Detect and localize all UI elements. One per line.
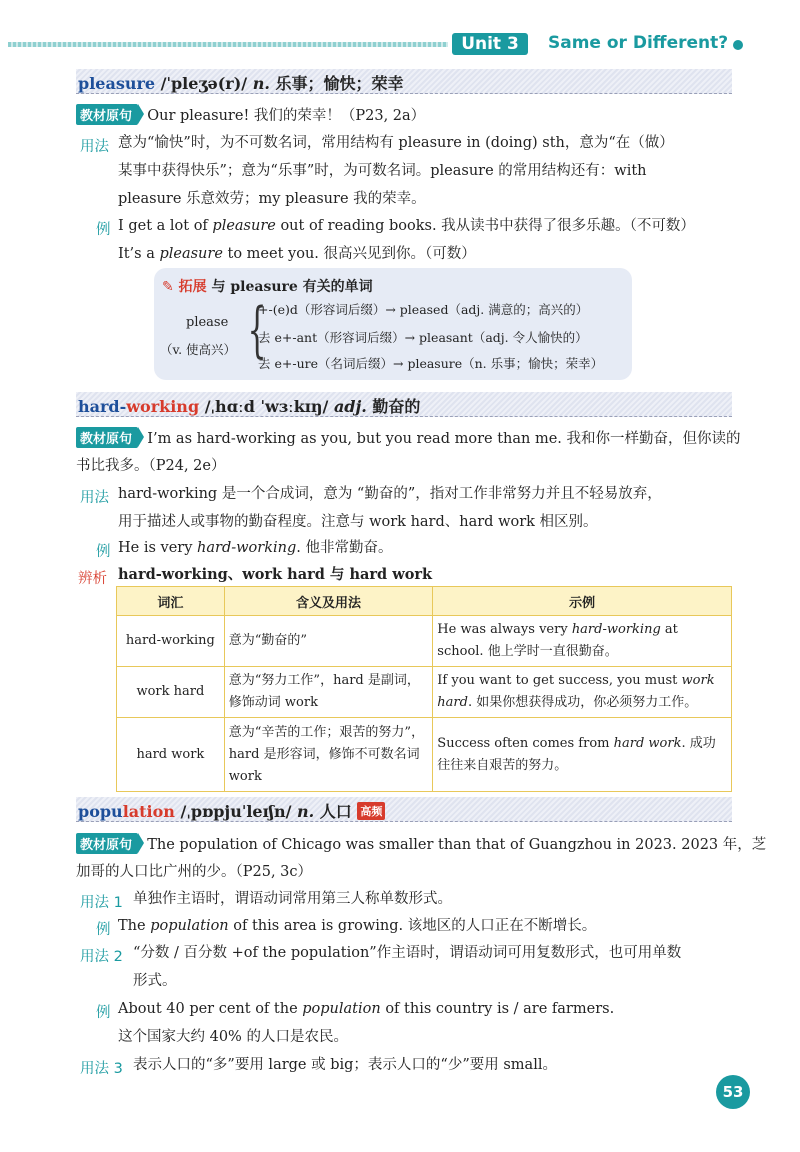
source-sentence-cont: 书比我多。（P24, 2e） [76, 458, 226, 474]
header-dot [733, 40, 743, 50]
usage-line: 用于描述人或事物的勤奋程度。注意与 work hard、hard work 相区别。 [118, 514, 598, 530]
source-tag: 教材原句 [76, 427, 138, 448]
page-number: 53 [716, 1075, 750, 1109]
example-label: 例 [96, 922, 111, 938]
usage-label: 用法 [80, 139, 109, 155]
part-of-speech: n. [297, 802, 315, 821]
headword-stress: lation [122, 802, 175, 821]
usage-label: 用法 3 [80, 1061, 123, 1077]
table-header: 含义及用法 [224, 587, 433, 616]
analysis-title: hard-working、work hard 与 hard work [118, 566, 433, 583]
word-banner-hardworking [76, 392, 732, 417]
table-header: 词汇 [117, 587, 225, 616]
word-banner-pleasure [76, 69, 732, 94]
derivation-row: 去 e+-ant（形容词后缀）→ pleasant（adj. 令人愉快的） [258, 330, 588, 345]
usage-line: hard-working 是一个合成词，意为 “勤奋的”，指对工作非常努力并且不轻易放弃， [118, 486, 662, 502]
expand-label: ✎ 拓展 [162, 279, 207, 295]
root-word: please [186, 315, 229, 330]
unit-badge: Unit 3 [452, 33, 528, 55]
example-label: 例 [96, 222, 111, 238]
example-translation: 这个国家大约 40% 的人口是农民。 [118, 1029, 348, 1045]
source-tag: 教材原句 [76, 833, 138, 854]
example-label: 例 [96, 1005, 111, 1021]
usage-line: pleasure 乐意效劳；my pleasure 我的荣幸。 [118, 191, 426, 207]
meaning: 勤奋的 [366, 397, 421, 416]
table-header: 示例 [433, 587, 732, 616]
usage-line: 单独作主语时，谓语动词常用第三人称单数形式。 [133, 891, 452, 907]
usage-line: 表示人口的“多”要用 large 或 big；表示人口的“少”要用 small。 [133, 1057, 557, 1073]
phonetic: /ˌhɑːd ˈwɜːkɪŋ/ [199, 397, 334, 416]
word-banner-population [76, 797, 732, 822]
meaning: 人口 [314, 802, 358, 821]
usage-label: 用法 2 [80, 949, 123, 965]
comparison-table [116, 586, 732, 792]
part-of-speech: n. [252, 74, 270, 93]
usage-line: 意为“愉快”时，为不可数名词，常用结构有 pleasure in (doing) sth，意为“在（做） [118, 135, 674, 151]
usage-label: 用法 [80, 490, 109, 506]
headword-stress: working [126, 397, 200, 416]
unit-title: Same or Different? [548, 33, 729, 53]
meaning: 乐事；愉快；荣幸 [269, 74, 404, 93]
usage-label: 用法 1 [80, 895, 123, 911]
headword: hard- [78, 397, 127, 416]
phonetic: /ˌpɒpjuˈleɪʃn/ [174, 802, 298, 821]
high-frequency-badge: 高频 [357, 802, 385, 820]
example-sentence: I get a lot of pleasure out of reading books. 我从读书中获得了很多乐趣。（不可数） [118, 218, 695, 234]
expand-title: 与 pleasure 有关的单词 [206, 279, 373, 295]
source-sentence-cont: 加哥的人口比广州的少。（P25, 3c） [76, 864, 313, 880]
analysis-label: 辨析 [78, 571, 107, 587]
derivation-row: 去 e+-ure（名词后缀）→ pleasure（n. 乐事；愉快；荣幸） [258, 356, 604, 371]
example-sentence: He is very hard-working. 他非常勤奋。 [118, 540, 393, 556]
phonetic: /ˈpleʒə(r)/ [155, 74, 253, 93]
root-note: （v. 使高兴） [160, 342, 237, 357]
example-label: 例 [96, 544, 111, 560]
headword: pleasure [78, 74, 156, 93]
table-row: hard-working 意为“勤奋的” He was always very hard-working at school. 他上学时一直很勤奋。 [117, 616, 732, 667]
headword: popu [78, 802, 123, 821]
brace-icon: { [247, 295, 267, 365]
usage-line: 形式。 [133, 973, 177, 989]
part-of-speech: adj. [333, 397, 367, 416]
expand-box [154, 268, 632, 380]
derivation-row: +-(e)d（形容词后缀）→ pleased（adj. 满意的；高兴的） [258, 302, 589, 317]
header-divider [8, 42, 448, 47]
usage-line: 某事中获得快乐”；意为“乐事”时，为可数名词。pleasure 的常用结构还有：with [118, 163, 647, 179]
source-sentence: 教材原句 I’m as hard-working as you, but you read more than me. 我和你一样勤奋，但你读的 [76, 425, 741, 453]
source-sentence: 教材原句 The population of Chicago was smaller than that of Guangzhou in 2023. 2023 年，芝 [76, 831, 766, 859]
example-sentence: It’s a pleasure to meet you. 很高兴见到你。（可数） [118, 246, 476, 262]
table-row: work hard 意为“努力工作”，hard 是副词，修饰动词 work If you want to get success, you must work hard. 如果你想获得成功，你必须努力工作。 [117, 667, 732, 718]
expand-icon: ✎ [162, 279, 174, 295]
example-sentence: The population of this area is growing. 该地区的人口正在不断增长。 [118, 918, 597, 934]
usage-line: “分数 / 百分数 +of the population”作主语时，谓语动词可用复数形式，也可用单数 [133, 945, 682, 961]
source-tag: 教材原句 [76, 104, 138, 125]
source-sentence: 教材原句 Our pleasure! 我们的荣幸！（P23, 2a） [76, 102, 425, 130]
table-row: hard work 意为“辛苦的工作；艰苦的努力”，hard 是形容词，修饰不可数名词 work Success often comes from hard work. 成功往往来自艰苦的努力。 [117, 718, 732, 792]
example-sentence: About 40 per cent of the population of this country is / are farmers. [118, 1001, 615, 1017]
